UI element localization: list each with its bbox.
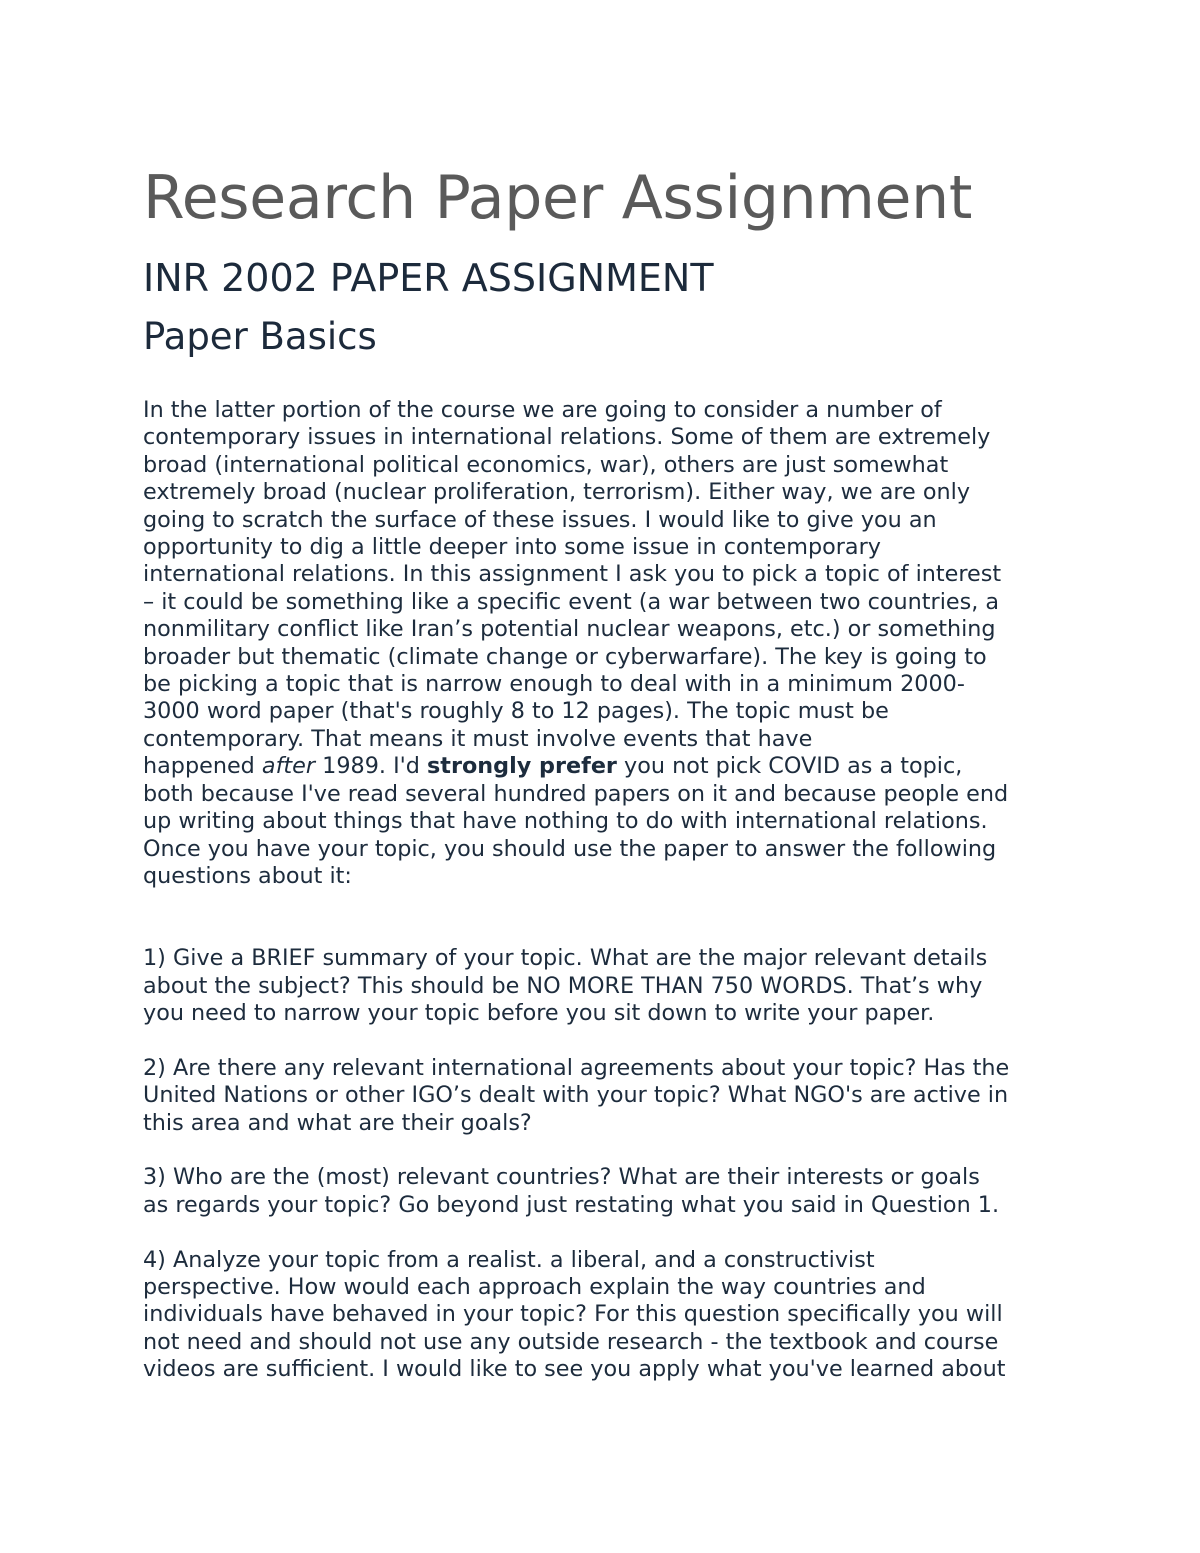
question-2 [143,1055,1073,1137]
assignment-heading: INR 2002 PAPER ASSIGNMENT [143,256,714,300]
question-line: this area and what are their goals? [143,1109,532,1136]
question-line: videos are sufficient. I would like to see you apply what you've learned about [143,1356,1006,1383]
question-line: as regards your topic? Go beyond just restating what you said in Question 1. [143,1191,1000,1218]
intro-line: nonmilitary conflict like Iran’s potential nuclear weapons, etc.) or something [143,616,996,643]
intro-bold-strongly-prefer: strongly prefer [427,753,617,780]
intro-mixed-middle: 1989. I'd [315,753,428,780]
question-line: not need and should not use any outside research - the textbook and course [143,1328,999,1355]
intro-line: contemporary. That means it must involve events that have [143,725,813,752]
question-line: you need to narrow your topic before you sit down to write your paper. [143,999,935,1026]
intro-line: up writing about things that have nothing to do with international relations. [143,808,988,835]
question-line: about the subject? This should be NO MORE THAN 750 WORDS. That’s why [143,972,983,999]
intro-line: Once you have your topic, you should use the paper to answer the following [143,835,997,862]
intro-line: be picking a topic that is narrow enough to deal with in a minimum 2000- [143,671,965,698]
intro-mixed-line [143,753,1073,780]
intro-paragraph [143,397,1073,890]
spacer [143,1219,1073,1246]
intro-line: going to scratch the surface of these issues. I would like to give you an [143,506,937,533]
spacer [143,1027,1073,1054]
intro-line: questions about it: [143,862,352,889]
intro-italic-after: after [261,753,316,780]
question-line: United Nations or other IGO’s dealt with your topic? What NGO's are active in [143,1082,1009,1109]
intro-mixed-after: you not pick COVID as a topic, [616,753,963,780]
spacer [143,1137,1073,1164]
question-4 [143,1247,1073,1384]
question-3 [143,1164,1073,1219]
intro-line: contemporary issues in international relations. Some of them are extremely [143,424,991,451]
question-line: 1) Give a BRIEF summary of your topic. What are the major relevant details [143,945,988,972]
intro-line: both because I've read several hundred papers on it and because people end [143,780,1009,807]
intro-line: broad (international political economics, war), others are just somewhat [143,451,949,478]
document-title: Research Paper Assignment [143,163,973,233]
intro-line: – it could be something like a specific event (a war between two countries, a [143,588,1000,615]
paper-basics-heading: Paper Basics [143,315,377,358]
question-line: 2) Are there any relevant international agreements about your topic? Has the [143,1054,1010,1081]
intro-line: international relations. In this assignment I ask you to pick a topic of interest [143,561,1002,588]
intro-mixed-before: happened [143,753,262,780]
question-line: 3) Who are the (most) relevant countries? What are their interests or goals [143,1164,980,1191]
intro-line: 3000 word paper (that's roughly 8 to 12 pages). The topic must be [143,698,889,725]
document-body [143,397,1073,1384]
question-line: perspective. How would each approach explain the way countries and [143,1273,926,1300]
intro-line: extremely broad (nuclear proliferation, terrorism). Either way, we are only [143,479,971,506]
question-line: individuals have behaved in your topic? For this question specifically you will [143,1301,1003,1328]
intro-line: In the latter portion of the course we are going to consider a number of [143,397,942,423]
spacer [143,890,1073,945]
question-1 [143,945,1073,1027]
question-line: 4) Analyze your topic from a realist. a liberal, and a constructivist [143,1246,875,1273]
intro-line: opportunity to dig a little deeper into some issue in contemporary [143,534,881,561]
intro-line: broader but thematic (climate change or cyberwarfare). The key is going to [143,643,987,670]
